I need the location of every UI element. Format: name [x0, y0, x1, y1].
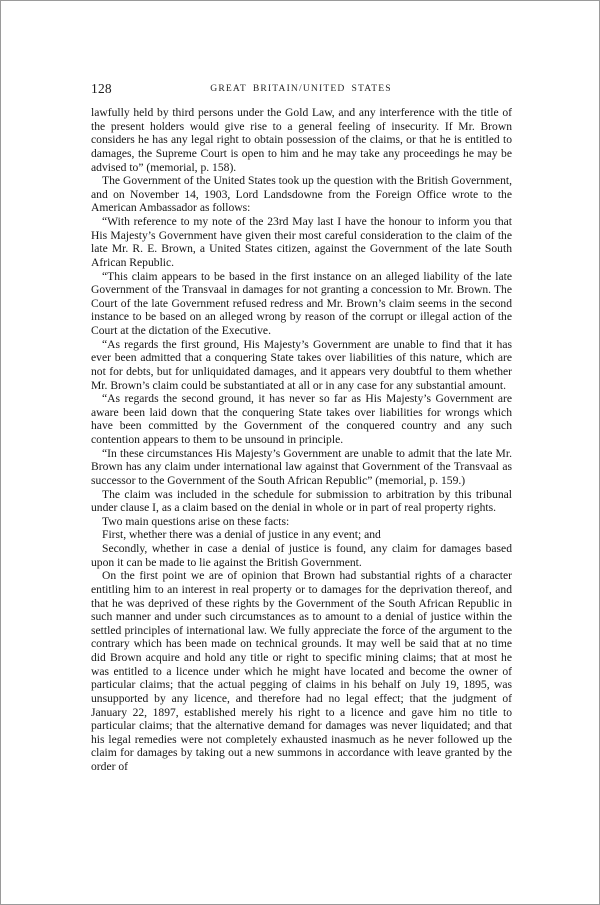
body-paragraph: “As regards the second ground, it has never so far as His Majesty’s Government are aware been laid down that the conquering State takes over liabilities for wrongs which have been committed by the Government of the conquered country and any such contention appears to them to be unsound in principle.	[91, 392, 512, 446]
body-paragraph: “This claim appears to be based in the first instance on an alleged liability of the late Government of the Transvaal in damages for not granting a concession to Mr. Brown. The Court of the late Government refused redress and Mr. Brown’s claim seems in the second instance to be based on an alleged wrong by reason of the corrupt or illegal action of the Court at the dictation of the Executive.	[91, 269, 512, 337]
body-paragraph: lawfully held by third persons under the Gold Law, and any interference with the title of the present holders would give rise to a general feeling of insecurity. If Mr. Brown considers he has any legal right to obtain possession of the claims, or that he is entitled to damages, the Supreme Court is open to him and he may take any proceedings he may be advised to” (memorial, p. 158).	[91, 106, 512, 174]
body-paragraph: On the first point we are of opinion that Brown had substantial rights of a character entitling him to an interest in real property or to damages for the deprivation thereof, and that he was deprived of these rights by the Government of the South African Republic in such manner and under such circumstances as to amount to a denial of justice within the settled principles of international law. We fully appreciate the force of the argument to the contrary which has been made on technical grounds. It may well be said that at no time did Brown acquire and hold any title or right to specific mining claims; that at most he was entitled to a licence under which he might have located and become the owner of particular claims; that the actual pegging of claims in his behalf on July 19, 1895, was unsupported by any licence, and therefore had no legal effect; that the judgment of January 22, 1897, established merely his right to a licence and gave him no title to particular claims; that the alternative demand for damages was never liquidated; and that his legal remedies were not completely exhausted inasmuch as he never followed up the claim for damages by taking out a new summons in accordance with leave granted by the order of	[91, 569, 512, 773]
body-paragraph: The claim was included in the schedule for submission to arbitration by this tribunal under clause I, as a claim based on the denial in whole or in part of real property rights.	[91, 487, 512, 515]
body-paragraph: “In these circumstances His Majesty’s Government are unable to admit that the late Mr. Brown has any claim under international law against that Government of the Transvaal as successor to the Government of the South African Republic” (memorial, p. 159.)	[91, 446, 512, 487]
body-paragraph: “As regards the first ground, His Majesty’s Government are unable to find that it has ever been admitted that a conquering State takes over liabilities of this nature, which are not for debts, but for unliquidated damages, and it appears very doubtful to them whether Mr. Brown’s claim could be substantiated at all or in any case for any substantial amount.	[91, 337, 512, 392]
body-paragraph: Two main questions arise on these facts:	[102, 514, 290, 528]
body-paragraph: Secondly, whether in case a denial of justice is found, any claim for damages based upon it can be made to lie against the British Government.	[91, 542, 512, 569]
body-paragraph: First, whether there was a denial of justice in any event; and	[102, 528, 381, 542]
body-paragraph: “With reference to my note of the 23rd May last I have the honour to inform you that His Majesty’s Government have given their most careful consideration to the claim of the late Mr. R. E. Brown, a United States citizen, against the Government of the late South African Republic.	[91, 215, 512, 269]
page-header	[91, 81, 511, 97]
body-paragraph: The Government of the United States took up the question with the British Government, and on November 14, 1903, Lord Landsdowne from the Foreign Office wrote to the American Ambassador as follows:	[91, 174, 512, 215]
page-number: 128	[91, 81, 112, 96]
running-head: GREAT BRITAIN/UNITED STATES	[210, 83, 392, 94]
page-body-text	[91, 106, 512, 774]
